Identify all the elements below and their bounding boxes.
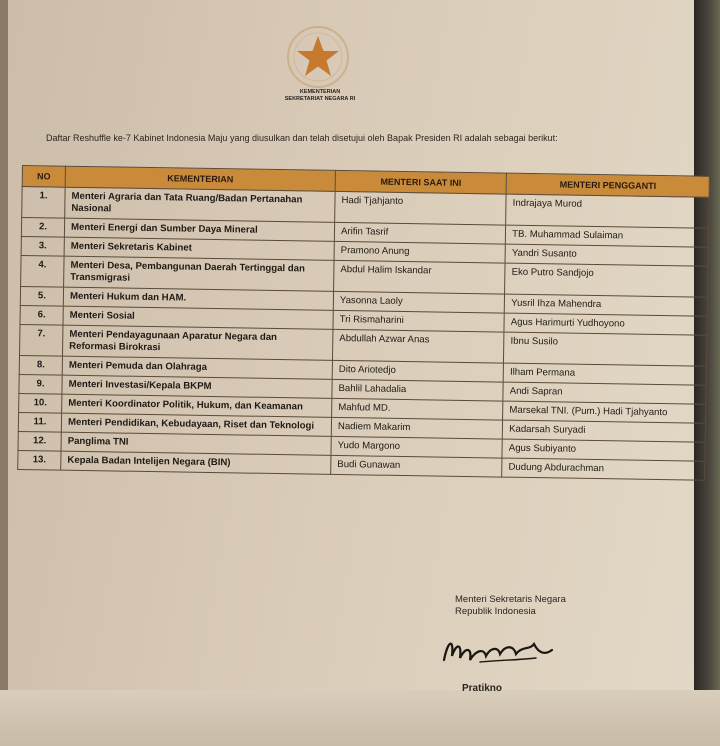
ministry-cell: Kepala Badan Intelijen Negara (BIN): [61, 451, 331, 474]
replacement-minister-cell: Agus Harimurti Yudhoyono: [504, 313, 707, 335]
replacement-minister-cell: Yandri Susanto: [505, 244, 708, 266]
row-number: 2.: [21, 218, 64, 238]
header-menteri-pengganti: MENTERI PENGGANTI: [506, 173, 709, 197]
letterhead-line-1: KEMENTERIAN: [299, 89, 341, 95]
row-number: 3.: [21, 236, 64, 256]
row-number: 4.: [21, 255, 65, 287]
signatory-title-line-1: Menteri Sekretaris Negara: [455, 594, 566, 605]
table-body: [18, 187, 709, 481]
replacement-minister-cell: Eko Putro Sandjojo: [505, 263, 708, 297]
signatory-title: [455, 594, 566, 618]
current-minister-cell: Abdullah Azwar Anas: [332, 329, 504, 363]
row-number: 8.: [19, 355, 62, 375]
current-minister-cell: Hadi Tjahjanto: [335, 191, 507, 225]
lower-paper-sheet: [0, 690, 720, 746]
letterhead-text: [250, 89, 390, 103]
row-number: 12.: [18, 431, 61, 451]
current-minister-cell: Tri Rismaharini: [333, 310, 504, 332]
replacement-minister-cell: Ibnu Susilo: [504, 332, 707, 366]
replacement-minister-cell: Yusril Ihza Mahendra: [504, 294, 707, 316]
ministry-cell: Menteri Investasi/Kepala BKPM: [62, 375, 332, 398]
header-menteri-saat-ini: MENTERI SAAT INI: [335, 170, 507, 194]
ministry-cell: Menteri Desa, Pembangunan Daerah Tertinggal dan Transmigrasi: [64, 256, 334, 291]
ministry-cell: Menteri Sosial: [63, 306, 333, 329]
ministry-cell: Menteri Hukum dan HAM.: [63, 287, 333, 310]
replacement-minister-cell: Dudung Abdurachman: [502, 458, 705, 480]
replacement-minister-cell: TB. Muhammad Sulaiman: [506, 225, 709, 247]
row-number: 5.: [20, 286, 63, 306]
row-number: 13.: [18, 450, 61, 470]
header-no: NO: [22, 166, 65, 188]
row-number: 10.: [19, 393, 62, 413]
current-minister-cell: Dito Ariotedjo: [332, 360, 503, 382]
signatory-title-line-2: Republik Indonesia: [455, 606, 536, 617]
ministry-cell: Menteri Agraria dan Tata Ruang/Badan Pertanahan Nasional: [65, 187, 335, 222]
row-number: 1.: [22, 187, 66, 219]
current-minister-cell: Bahlil Lahadalia: [332, 379, 503, 401]
replacement-minister-cell: Indrajaya Murod: [506, 194, 709, 228]
letterhead-line-2: SEKRETARIAT NEGARA RI: [284, 96, 356, 102]
star-emblem-icon: [285, 24, 351, 90]
current-minister-cell: Yasonna Laoly: [333, 291, 504, 313]
current-minister-cell: Arifin Tasrif: [334, 222, 505, 244]
replacement-minister-cell: Kadarsah Suryadi: [502, 420, 705, 442]
replacement-minister-cell: Andi Sapran: [503, 382, 706, 404]
reshuffle-table: [17, 165, 710, 481]
current-minister-cell: Mahfud MD.: [332, 398, 503, 420]
ministry-cell: Menteri Pemuda dan Olahraga: [62, 356, 332, 379]
current-minister-cell: Pramono Anung: [334, 241, 505, 263]
current-minister-cell: Yudo Margono: [331, 436, 502, 458]
current-minister-cell: Budi Gunawan: [331, 455, 502, 477]
ministry-cell: Menteri Sekretaris Kabinet: [64, 237, 334, 260]
header-kementerian: KEMENTERIAN: [65, 166, 335, 191]
intro-paragraph: Daftar Reshuffle ke-7 Kabinet Indonesia Maju yang diusulkan dan telah disetujui oleh Bapak Presiden RI adalah sebagai berikut:: [46, 133, 558, 143]
row-number: 6.: [20, 305, 63, 325]
replacement-minister-cell: Ilham Permana: [503, 363, 706, 385]
row-number: 11.: [18, 412, 61, 432]
ministry-cell: Panglima TNI: [61, 432, 331, 455]
row-number: 9.: [19, 374, 62, 394]
current-minister-cell: Abdul Halim Iskandar: [334, 260, 506, 294]
ministry-cell: Menteri Koordinator Politik, Hukum, dan Keamanan: [62, 394, 332, 417]
replacement-minister-cell: Agus Subiyanto: [502, 439, 705, 461]
row-number: 7.: [20, 324, 64, 356]
ministry-cell: Menteri Pendayagunaan Aparatur Negara dan Reformasi Birokrasi: [63, 325, 333, 360]
handwritten-signature: [440, 630, 560, 670]
ministry-cell: Menteri Energi dan Sumber Daya Mineral: [64, 218, 334, 241]
replacement-minister-cell: Marsekal TNI. (Pum.) Hadi Tjahyanto: [503, 401, 706, 423]
ministry-cell: Menteri Pendidikan, Kebudayaan, Riset dan Teknologi: [61, 413, 331, 436]
current-minister-cell: Nadiem Makarim: [331, 417, 502, 439]
signatory-name: Pratikno: [462, 683, 503, 694]
